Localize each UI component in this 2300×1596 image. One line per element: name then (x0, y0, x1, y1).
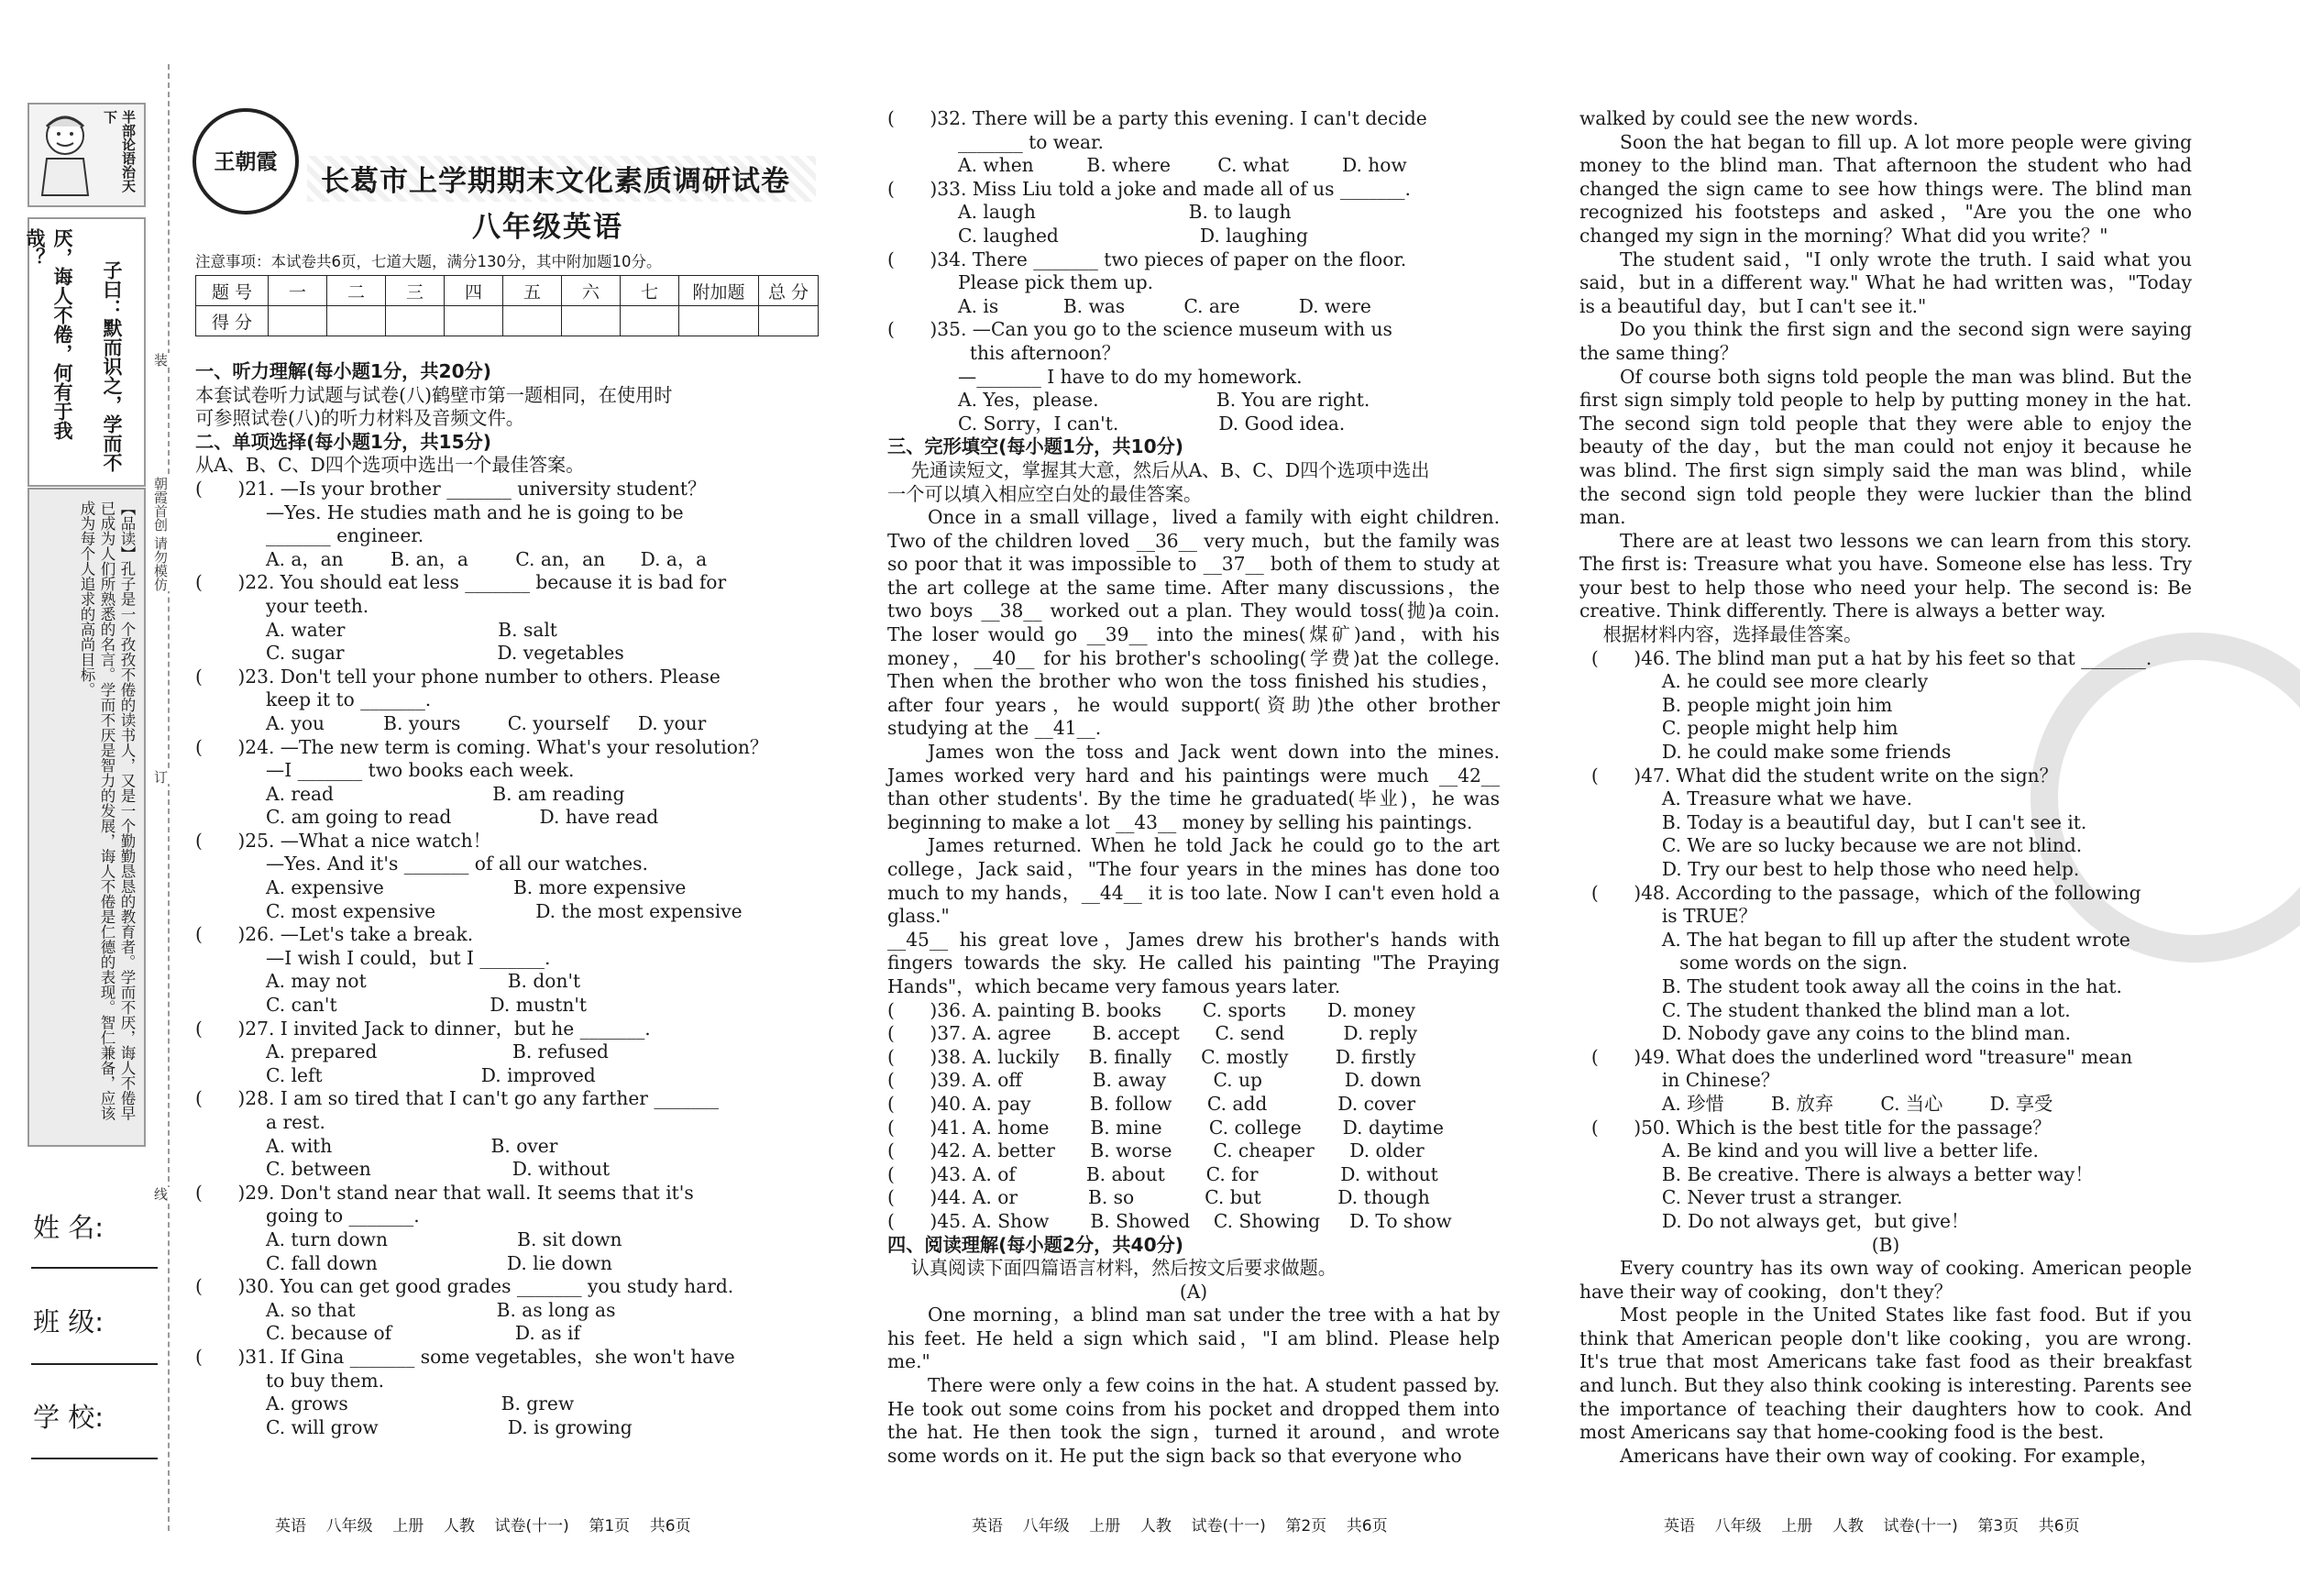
col1-line: keep it to _______. (195, 688, 432, 711)
col2_a-line: A. when B. where C. what D. how (887, 154, 1407, 177)
score-row-label: 得 分 (196, 306, 269, 336)
cut-mark-3: 线 (152, 1187, 169, 1201)
col3_q-line: is TRUE？ (1579, 905, 1757, 928)
cloze_options-line: ( )36. A. painting B. books C. sports D. money (887, 998, 1415, 1021)
col2_a-line: C. Sorry，I can't. D. Good idea. (887, 412, 1346, 435)
col1-line: A. water B. salt (195, 618, 557, 641)
col3_q-line: ( )49. What does the underlined word "treasure" mean (1579, 1045, 2133, 1068)
col2_a-line: —_______ I have to do my homework. (887, 365, 1303, 388)
col3_q-line: B. Be creative. There is always a better way！ (1579, 1162, 2094, 1185)
cut-mark-2: 订 (152, 770, 169, 784)
school-field[interactable] (31, 1458, 158, 1459)
col1-line: ( )26. —Let's take a break. (195, 923, 474, 946)
score-cell[interactable] (759, 306, 819, 336)
col3_q-line: C. We are so lucky because we are not blind. (1579, 834, 2083, 857)
cloze_options-line: ( )45. A. Show B. Showed C. Showing D. To show (887, 1209, 1452, 1232)
col3_q-line: ( )47. What did the student write on the sign？ (1579, 764, 2058, 787)
col3_q-line: A. 珍惜 B. 放弃 C. 当心 D. 享受 (1579, 1092, 2053, 1115)
score-header-cell: 题 号 (196, 276, 269, 306)
col3_q-line: A. The hat began to fill up after the student wrote (1579, 928, 2130, 951)
col1-line: a rest. (195, 1111, 325, 1133)
col1-line: 可参照试卷(八)的听力材料及音频文件。 (195, 407, 524, 430)
col3_q-line: in Chinese？ (1579, 1069, 1780, 1092)
score-header-cell: 附加题 (679, 276, 759, 306)
col1-line: ( )25. —What a nice watch！ (195, 829, 491, 852)
footer-page-2: 英语 八年级 上册 人教 试卷(十一) 第2页 共6页 (972, 1517, 1388, 1535)
score-table (195, 275, 819, 336)
score-header-row (196, 276, 819, 306)
cloze-paragraph-4: __45__ his great love，James drew his brother's hands with fingers towards the sky. He called his painting "The Praying Hands"，which became very famous years later. (887, 928, 1500, 997)
reading-a-paragraph-2: There were only a few coins in the hat. A student passed by. He took out some coins from his pocket and dropped them into the hat. He then took the sign，turned it around，and wrote some words on it. He put the sign back so that everyone who (887, 1374, 1500, 1467)
col1-line: ( )24. —The new term is coming. What's your resolution？ (195, 735, 769, 758)
col3_q-line: A. Treasure what we have. (1579, 787, 1913, 810)
col3_q-line: A. Be kind and you will live a better life. (1579, 1139, 2039, 1162)
col3_paras-paragraph: Do you think the first sign and the second sign were saying the same thing？ (1579, 318, 2192, 364)
col3_q-line: D. Try our best to help those who need help. (1579, 858, 2080, 880)
column-2 (887, 107, 1500, 1468)
score-cell[interactable] (562, 306, 621, 336)
col1-line: A. expensive B. more expensive (195, 876, 687, 899)
col1-line: 一、听力理解(每小题1分，共20分) (195, 360, 492, 382)
col2_a-line: 一个可以填入相应空白处的最佳答案。 (887, 482, 1203, 505)
score-cell[interactable] (503, 306, 562, 336)
cloze_options-line: ( )43. A. of B. about C. for D. without (887, 1162, 1438, 1185)
col1-line: ( )29. Don't stand near that wall. It seems that it's (195, 1181, 694, 1204)
col1-line: _______ engineer. (195, 524, 424, 547)
col3_q-line: some words on the sign. (1579, 952, 1909, 974)
col1-line: your teeth. (195, 594, 369, 617)
col3_q-line: ( )48. According to the passage，which of the following (1579, 881, 2141, 904)
reading_b-paragraph: Americans have their own way of cooking. For example， (1620, 1444, 2159, 1467)
col1-line: C. will grow D. is growing (195, 1415, 633, 1438)
col1-line: —Yes. And it's _______ of all our watches. (195, 853, 648, 875)
col3_q-line: B. people might join him (1579, 693, 1893, 716)
col2_a-line: ( )33. Miss Liu told a joke and made all of us _______. (887, 177, 1411, 200)
col1-line: C. am going to read D. have read (195, 806, 659, 829)
col1-line: ( )28. I am so tired that I can't go any farther _______ (195, 1087, 719, 1110)
col1-line: 二、单项选择(每小题1分，共15分) (195, 430, 492, 453)
col1-line: C. can't D. mustn't (195, 994, 587, 1017)
cloze_options-line: ( )44. A. or B. so C. but D. though (887, 1186, 1430, 1209)
cloze_options-line: ( )38. A. luckily B. finally C. mostly D. firstly (887, 1045, 1416, 1068)
col2_a-line: 先通读短文，掌握其大意，然后从A、B、C、D四个选项中选出 (887, 458, 1430, 481)
col3_paras-paragraph: Of course both signs told people the man was blind. But the first sign simply told people to help by putting money in the hat. The second sign told people that they were able to enjoy the beauty of the day，but the man could not enjoy it because he was blind. The first sign simply said the man was blind，while the second sign told people they were luckier than the blind man. (1579, 365, 2192, 529)
reading-a-paragraph-1: One morning，a blind man sat under the tree with a hat by his feet. He held a sign which said，"I am blind. Please help me." (887, 1304, 1500, 1373)
score-cell[interactable] (327, 306, 386, 336)
cloze-paragraph-3: James returned. When he told Jack he could go to the art college，Jack said，"The four years in the mines has done too much to my hands，__44__ it is too late. Now I can't even hold a glass." (887, 834, 1500, 928)
col3_q-line: B. Today is a beautiful day，but I can't see it. (1579, 810, 2087, 833)
score-header-cell: 五 (503, 276, 562, 306)
col3_q-line: C. Never trust a stranger. (1579, 1186, 1903, 1209)
col3_q-line: (B) (1871, 1233, 1900, 1256)
col3_q-line: C. The student thanked the blind man a lot. (1579, 998, 2071, 1021)
col1-line: —I wish I could，but I _______. (195, 946, 551, 969)
col1-line: A. may not B. don't (195, 970, 581, 993)
col2_a-line: A. Yes，please. B. You are right. (887, 389, 1370, 412)
col1-line: 从A、B、C、D四个选项中选出一个最佳答案。 (195, 454, 585, 477)
col1-line: —I _______ two books each week. (195, 759, 575, 782)
cloze-paragraph-2: James won the toss and Jack went down into the mines. James worked very hard and his paintings were much __42__ than other students'. By the time he graduated(毕业)，he was beginning to make a lot __43__ money by selling his paintings. (887, 741, 1500, 833)
score-header-cell: 总 分 (759, 276, 819, 306)
col2_a-line: this afternoon？ (887, 341, 1120, 364)
col1-line: C. fall down D. lie down (195, 1251, 612, 1274)
cloze_options-line: ( )40. A. pay B. follow C. add D. cover (887, 1092, 1416, 1115)
col2_b-line: (A) (1179, 1280, 1208, 1303)
col2_b-line: 四、阅读理解(每小题2分，共40分) (887, 1233, 1184, 1256)
col1-line: C. because of D. as if (195, 1322, 580, 1345)
col1-line: —Yes. He studies math and he is going to be (195, 501, 684, 523)
col1-line: A. a，an B. an，a C. an，an D. a，a (195, 547, 708, 570)
score-header-cell: 三 (386, 276, 445, 306)
cloze-options (887, 999, 1500, 1234)
col1-line: A. you B. yours C. yourself D. your (195, 711, 707, 734)
col3_q-line: B. The student took away all the coins in the hat. (1579, 974, 2122, 997)
col2_a-line: 三、完形填空(每小题1分，共10分) (887, 435, 1184, 458)
reading-b-paragraphs (1579, 1257, 2192, 1468)
column-3 (1579, 107, 2192, 1468)
logo-text: 王朝霞 (214, 149, 278, 174)
col3_q-line: D. Nobody gave any coins to the blind man. (1579, 1022, 2071, 1045)
cut-mark-1: 装 (152, 353, 169, 367)
col1-line: A. prepared B. refused (195, 1040, 609, 1063)
col1-line: A. read B. am reading (195, 782, 625, 805)
col1-line: ( )23. Don't tell your phone number to others. Please (195, 665, 721, 688)
col2_a-line: Please pick them up. (887, 271, 1154, 294)
col2_a-line: ( )35. —Can you go to the science museum with us (887, 318, 1392, 341)
col3_q-line: C. people might help him (1579, 717, 1898, 740)
exam-subtitle: 八年级英语 (472, 211, 623, 244)
col1-line: C. left D. improved (195, 1063, 596, 1086)
reading-section-heading (887, 1234, 1500, 1304)
col2_a-line: ( )32. There will be a party this evening. I can't decide (887, 107, 1427, 129)
quote-box (24, 217, 146, 487)
footer-page-1: 英语 八年级 上册 人教 试卷(十一) 第1页 共6页 (275, 1517, 691, 1535)
col1-line: A. with B. over (195, 1134, 558, 1157)
col1-line: ( )30. You can get good grades _______ you study hard. (195, 1275, 734, 1298)
pindu-box (28, 488, 146, 1147)
score-header-cell: 四 (445, 276, 503, 306)
col3_q-line: A. he could see more clearly (1579, 670, 1929, 693)
reading-a-paragraphs (1579, 131, 2192, 623)
reading_b-paragraph: Every country has its own way of cooking. American people have their way of cooking，don't they？ (1579, 1257, 2192, 1303)
col3_paras-paragraph: There are at least two lessons we can learn from this story. The first is: Treasure what you have. Someone else has less. Try your best to help those who need your help. The second is: Be creative. Think differently. There is always a better way. (1579, 529, 2192, 622)
col2_a-line: _______ to wear. (887, 130, 1104, 153)
school-label: 学 校: (33, 1402, 104, 1433)
class-label: 班 级: (33, 1306, 104, 1337)
col3_paras-paragraph: The student said，"I only wrote the truth. I said what you said，but in a different way." What he had written was，"Today is a beautiful day，but I can't see it." (1579, 248, 2192, 317)
binding-cut-line (168, 64, 170, 1531)
col1-line: to buy them. (195, 1369, 385, 1392)
col1-line: C. sugar D. vegetables (195, 642, 624, 665)
quote-text-right: 厌，诲人不倦，何有于我哉？ (24, 228, 73, 440)
score-cell[interactable] (679, 306, 759, 336)
col3_q-line: 根据材料内容，选择最佳答案。 (1579, 623, 1863, 646)
col2_a-line: C. laughed D. laughing (887, 224, 1308, 247)
logo (193, 108, 299, 215)
score-header-cell: 七 (621, 276, 679, 306)
questions-32-35 (887, 107, 1500, 506)
reading_b-paragraph: Most people in the United States like fast food. But if you think that American people don't like cooking，you are wrong. It's true that most Americans take fast food as their breakfast and lunch. But they also think cooking is interesting. Parents see the importance of teaching their daughters how to cook. And most Americans say that home-cooking food is the best. (1579, 1304, 2192, 1444)
col1-line: A. grows B. grew (195, 1392, 575, 1415)
col1-line: A. turn down B. sit down (195, 1227, 622, 1250)
col1-line: going to _______. (195, 1205, 420, 1227)
slogan-box (28, 103, 146, 207)
col3_q-line: ( )46. The blind man put a hat by his feet so that _______. (1579, 646, 2152, 669)
binding-margin (24, 103, 147, 1524)
col3_q-line: D. Do not always get，but give！ (1579, 1209, 1970, 1232)
col2_b-line: 认真阅读下面四篇语言材料，然后按文后要求做题。 (887, 1257, 1337, 1280)
col1-line: A. so that B. as long as (195, 1298, 616, 1321)
cloze_options-line: ( )41. A. home B. mine C. college D. daytime (887, 1116, 1444, 1139)
score-cell[interactable] (445, 306, 503, 336)
score-header-cell: 二 (327, 276, 386, 306)
cloze-paragraph-1: Once in a small village，lived a family with eight children. Two of the children loved __36__ very much，but the family was so poor that it was impossible to __37__ both of them to study at the art college at the same time. After many discussions，the two boys __38__ worked out a plan. They would toss(抛)a coin. The loser would go __39__ into the mines(煤矿)and，with his money，__40__ for his brother's schooling(学费)at the college. Then when the brother who won the toss finished his studies，after four years，he would support(资助)the other brother studying at the __41__. (887, 506, 1500, 740)
col3_paras-paragraph: Soon the hat began to fill up. A lot more people were giving money to the blind man. That afternoon the student who had changed the sign came to see how things were. The blind man recognized his footsteps and asked，"Are you the one who changed my sign in the morning？What did you write？" (1579, 130, 2192, 247)
col1-line: ( )31. If Gina _______ some vegetables，she won't have (195, 1345, 735, 1368)
reading-a-continuation: walked by could see the new words. (1579, 107, 1919, 129)
col3_q-line: D. he could make some friends (1579, 741, 1952, 764)
footer-page-3: 英语 八年级 上册 人教 试卷(十一) 第3页 共6页 (1664, 1517, 2080, 1535)
col2_a-line: A. is B. was C. are D. were (887, 294, 1371, 317)
quote-text-left: 子曰：默而识之，学而不 (101, 260, 123, 472)
cloze_options-line: ( )42. A. better B. worse C. cheaper D. older (887, 1139, 1425, 1162)
col3_q-line: ( )50. Which is the best title for the passage？ (1579, 1116, 2052, 1139)
cloze_options-line: ( )37. A. agree B. accept C. send D. reply (887, 1022, 1418, 1045)
col1-line: ( )21. —Is your brother _______ university student？ (195, 477, 707, 500)
score-cell[interactable] (386, 306, 445, 336)
questions-46-50 (1579, 623, 2192, 1257)
score-cell[interactable] (269, 306, 327, 336)
score-input-row (196, 306, 819, 336)
score-header-cell: 六 (562, 276, 621, 306)
pindu-text: 【品读】孔子是一个孜孜不倦的读书人，又是一个勤勤恳恳的教育者。学而不厌，诲人不倦早已成为人们所熟悉的名言。学而不厌是智力的发展，诲人不倦是仁德的表现。智仁兼备，应该成为每个人追求的高尚目标。 (78, 501, 136, 1121)
cloze_options-line: ( )39. A. off B. away C. up D. down (887, 1069, 1422, 1092)
score-cell[interactable] (621, 306, 679, 336)
name-field[interactable] (31, 1267, 158, 1269)
exam-title: 长葛市上学期期末文化素质调研试卷 (321, 165, 790, 198)
name-label: 姓 名: (33, 1212, 104, 1243)
column-1 (195, 360, 819, 1439)
slogan-text: 半部论语治天下 (102, 110, 137, 193)
col1-line: C. most expensive D. the most expensive (195, 899, 743, 922)
score-header-cell: 一 (269, 276, 327, 306)
exam-notice: 注意事项：本试卷共6页，七道大题，满分130分，其中附加题10分。 (195, 253, 662, 270)
col1-line: 本套试卷听力试题与试卷(八)鹤壁市第一题相同，在使用时 (195, 383, 673, 406)
confucius-cartoon-icon (33, 108, 97, 200)
col1-line: ( )27. I invited Jack to dinner，but he _______. (195, 1017, 651, 1040)
col1-line: ( )22. You should eat less _______ because it is bad for (195, 571, 727, 594)
copyright-note: 朝霞首创 请勿模仿 (152, 477, 169, 591)
class-field[interactable] (31, 1363, 158, 1365)
col2_a-line: ( )34. There _______ two pieces of paper on the floor. (887, 248, 1407, 270)
col1-line: C. between D. without (195, 1158, 611, 1181)
col2_a-line: A. laugh B. to laugh (887, 201, 1292, 224)
